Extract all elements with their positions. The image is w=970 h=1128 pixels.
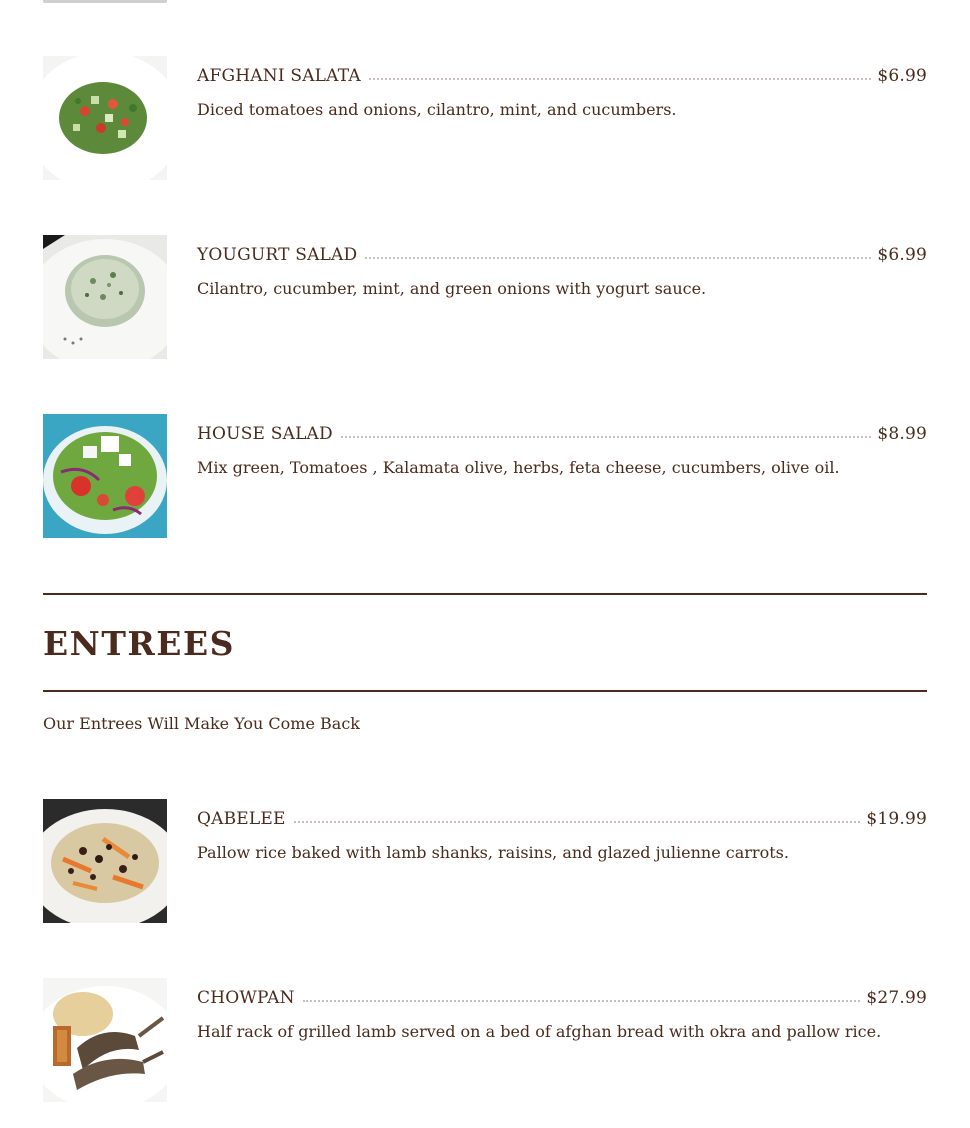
item-price: $19.99 <box>866 809 927 829</box>
section-divider-top <box>43 593 927 595</box>
item-text <box>197 56 927 119</box>
item-price: $8.99 <box>877 424 927 444</box>
item-title-row <box>197 56 927 86</box>
item-name: AFGHANI SALATA <box>197 66 361 86</box>
item-name: QABELEE <box>197 809 286 829</box>
item-price: $6.99 <box>877 245 927 265</box>
item-title-row <box>197 414 927 444</box>
menu-item-house-salad[interactable] <box>43 414 927 538</box>
item-description: Pallow rice baked with lamb shanks, raisins, and glazed julienne carrots. <box>197 843 789 862</box>
item-name: HOUSE SALAD <box>197 424 333 444</box>
item-text <box>197 235 927 298</box>
item-name: CHOWPAN <box>197 988 295 1008</box>
dotted-leader <box>369 78 872 80</box>
menu-item-afghani-salata[interactable] <box>43 56 927 180</box>
item-description: Mix green, Tomatoes , Kalamata olive, herbs, feta cheese, cucumbers, olive oil. <box>197 458 840 477</box>
item-title-row <box>197 235 927 265</box>
item-price: $27.99 <box>866 988 927 1008</box>
menu-item-yougurt-salad[interactable] <box>43 235 927 359</box>
item-price: $6.99 <box>877 66 927 86</box>
dotted-leader <box>341 436 871 438</box>
item-name: YOUGURT SALAD <box>197 245 358 265</box>
item-text <box>197 414 927 477</box>
item-title-row <box>197 799 927 829</box>
salata-photo[interactable] <box>43 56 167 180</box>
dotted-leader <box>365 257 871 259</box>
dotted-leader <box>303 1000 861 1002</box>
menu-item-qabelee[interactable] <box>43 799 927 923</box>
previous-item-image-edge <box>43 0 167 3</box>
yogurt-salad-photo[interactable] <box>43 235 167 359</box>
item-text <box>197 978 927 1041</box>
section-subtitle: Our Entrees Will Make You Come Back <box>43 714 360 733</box>
section-divider-bottom <box>43 690 927 692</box>
item-description: Diced tomatoes and onions, cilantro, mint, and cucumbers. <box>197 100 677 119</box>
dotted-leader <box>294 821 861 823</box>
menu-item-chowpan[interactable] <box>43 978 927 1102</box>
section-title: ENTREES <box>43 624 235 663</box>
chowpan-photo[interactable] <box>43 978 167 1102</box>
house-salad-photo[interactable] <box>43 414 167 538</box>
qabelee-photo[interactable] <box>43 799 167 923</box>
item-text <box>197 799 927 862</box>
item-description: Half rack of grilled lamb served on a bed of afghan bread with okra and pallow rice. <box>197 1022 882 1041</box>
item-title-row <box>197 978 927 1008</box>
item-description: Cilantro, cucumber, mint, and green onions with yogurt sauce. <box>197 279 707 298</box>
